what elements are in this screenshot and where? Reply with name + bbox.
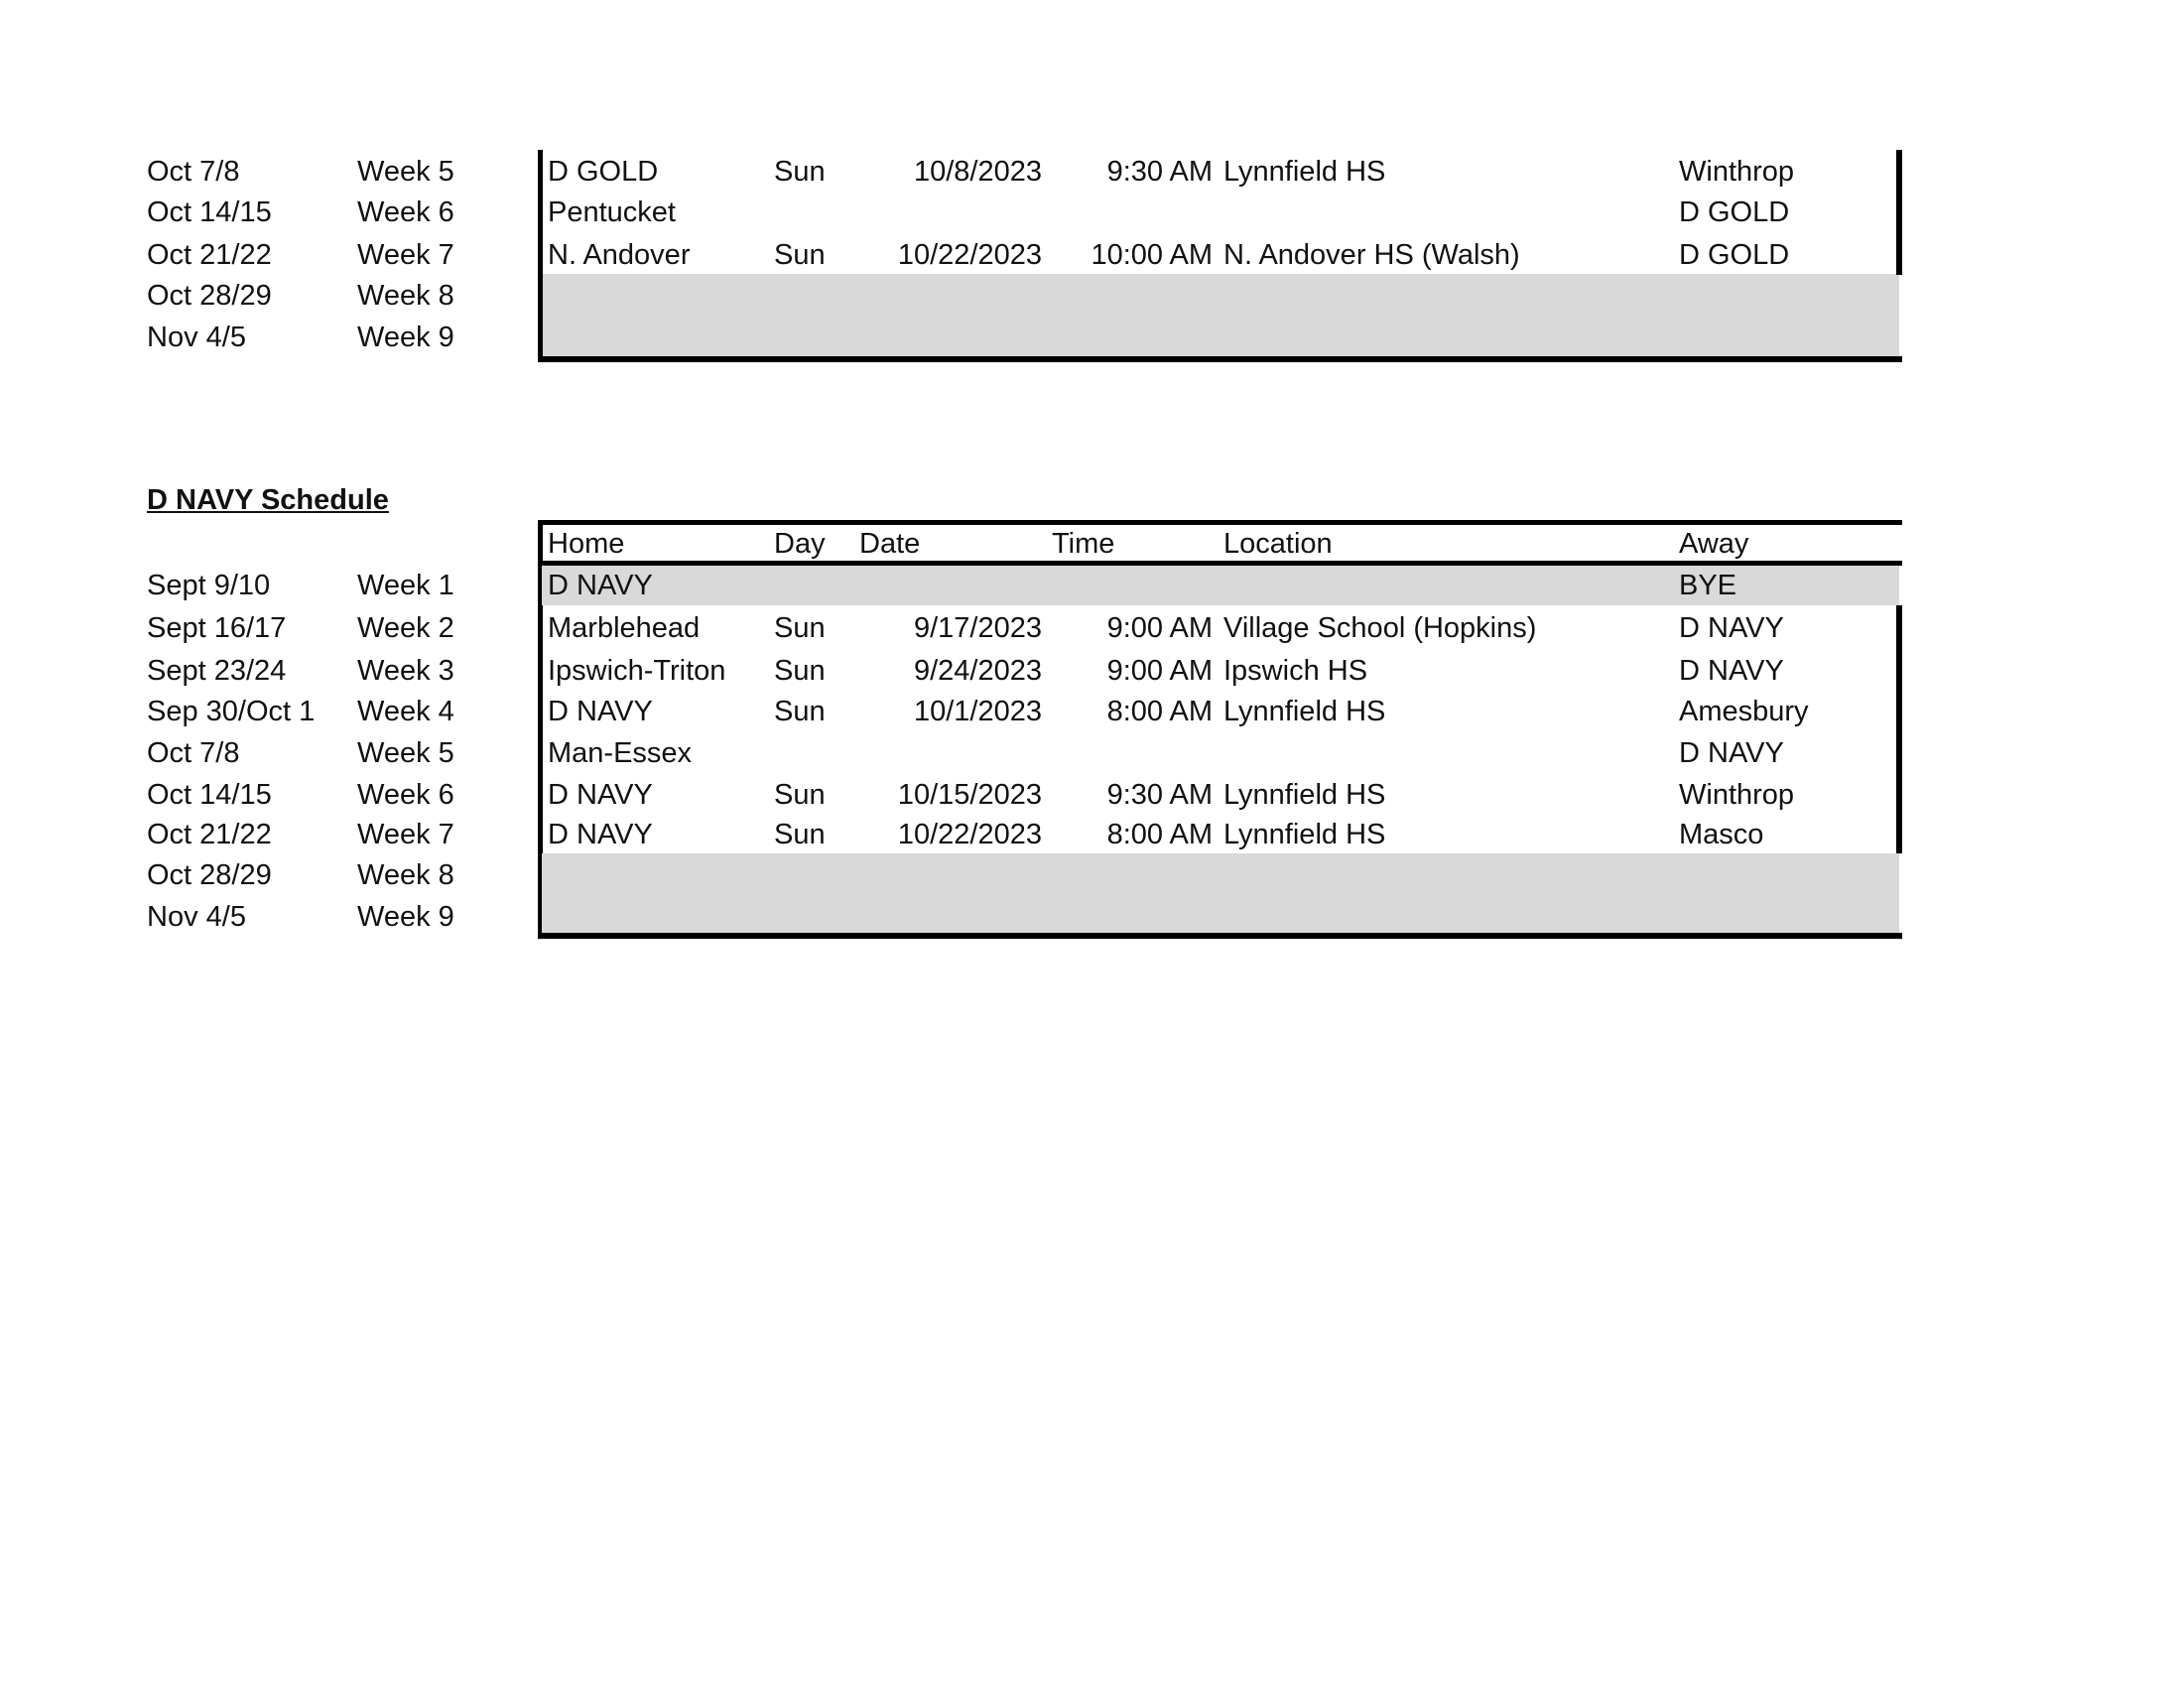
navy-border-bottom xyxy=(538,933,1902,939)
away-team: D NAVY xyxy=(1679,737,1784,769)
game-time: 10:00 AM xyxy=(1091,239,1213,271)
week-dates: Sept 16/17 xyxy=(147,612,287,644)
game-day: Sun xyxy=(774,239,826,271)
navy-border-right xyxy=(1896,605,1902,853)
game-location: Lynnfield HS xyxy=(1223,696,1386,727)
column-header-day: Day xyxy=(774,528,826,560)
away-team: D GOLD xyxy=(1679,239,1790,271)
navy-schedule-title: D NAVY Schedule xyxy=(147,484,389,516)
game-date: 10/22/2023 xyxy=(897,819,1042,850)
away-team: D GOLD xyxy=(1679,196,1790,228)
week-dates: Oct 14/15 xyxy=(147,779,272,811)
game-date: 9/24/2023 xyxy=(913,655,1042,687)
week-number: Week 7 xyxy=(357,239,454,271)
week-number: Week 9 xyxy=(357,901,454,933)
column-header-location: Location xyxy=(1223,528,1333,560)
table-border-right xyxy=(1896,150,1902,275)
game-day: Sun xyxy=(774,612,826,644)
week-number: Week 1 xyxy=(357,570,454,601)
home-team: N. Andover xyxy=(548,239,691,271)
week-dates: Nov 4/5 xyxy=(147,322,246,353)
home-team: D NAVY xyxy=(548,696,653,727)
week-number: Week 5 xyxy=(357,156,454,188)
away-team: Winthrop xyxy=(1679,779,1795,811)
game-time: 9:00 AM xyxy=(1106,612,1213,644)
game-location: Ipswich HS xyxy=(1223,655,1368,687)
home-team: D NAVY xyxy=(548,779,653,811)
week-dates: Sep 30/Oct 1 xyxy=(147,696,316,727)
week-number: Week 9 xyxy=(357,322,454,353)
game-day: Sun xyxy=(774,696,826,727)
week-number: Week 6 xyxy=(357,779,454,811)
away-team: D NAVY xyxy=(1679,655,1784,687)
week-number: Week 5 xyxy=(357,737,454,769)
game-date: 10/1/2023 xyxy=(913,696,1042,727)
home-team: D NAVY xyxy=(548,570,653,601)
away-team: Winthrop xyxy=(1679,156,1795,188)
home-team: Ipswich-Triton xyxy=(548,655,726,687)
week-dates: Oct 7/8 xyxy=(147,737,240,769)
week-dates: Nov 4/5 xyxy=(147,901,246,933)
table-border-left xyxy=(538,150,543,361)
game-date: 10/8/2023 xyxy=(913,156,1042,188)
game-date: 10/22/2023 xyxy=(897,239,1042,271)
week-number: Week 4 xyxy=(357,696,454,727)
week-number: Week 6 xyxy=(357,196,454,228)
home-team: Pentucket xyxy=(548,196,676,228)
column-header-home: Home xyxy=(548,528,625,560)
game-location: Lynnfield HS xyxy=(1223,819,1386,850)
week-number: Week 3 xyxy=(357,655,454,687)
week-dates: Sept 23/24 xyxy=(147,655,287,687)
home-team: Marblehead xyxy=(548,612,701,644)
week-dates: Oct 28/29 xyxy=(147,859,272,891)
game-location: N. Andover HS (Walsh) xyxy=(1223,239,1520,271)
column-header-away: Away xyxy=(1679,528,1749,560)
game-time: 9:30 AM xyxy=(1106,156,1213,188)
week-number: Week 7 xyxy=(357,819,454,850)
game-time: 8:00 AM xyxy=(1106,819,1213,850)
game-location: Lynnfield HS xyxy=(1223,779,1386,811)
column-header-date: Date xyxy=(859,528,921,560)
week-dates: Oct 21/22 xyxy=(147,819,272,850)
game-date: 10/15/2023 xyxy=(897,779,1042,811)
away-team: Amesbury xyxy=(1679,696,1809,727)
home-team: Man-Essex xyxy=(548,737,693,769)
game-day: Sun xyxy=(774,779,826,811)
week-dates: Oct 21/22 xyxy=(147,239,272,271)
empty-rows-shading xyxy=(542,853,1899,933)
home-team: D NAVY xyxy=(548,819,653,850)
game-date: 9/17/2023 xyxy=(913,612,1042,644)
home-team: D GOLD xyxy=(548,156,659,188)
game-location: Village School (Hopkins) xyxy=(1223,612,1537,644)
table-border-bottom xyxy=(538,356,1902,362)
week-dates: Sept 9/10 xyxy=(147,570,271,601)
away-team: BYE xyxy=(1679,570,1737,601)
game-day: Sun xyxy=(774,819,826,850)
empty-rows-shading xyxy=(542,274,1899,356)
week-number: Week 8 xyxy=(357,859,454,891)
away-team: Masco xyxy=(1679,819,1764,850)
game-location: Lynnfield HS xyxy=(1223,156,1386,188)
game-day: Sun xyxy=(774,655,826,687)
game-time: 9:00 AM xyxy=(1106,655,1213,687)
away-team: D NAVY xyxy=(1679,612,1784,644)
week-number: Week 2 xyxy=(357,612,454,644)
column-header-time: Time xyxy=(1052,528,1115,560)
week-dates: Oct 14/15 xyxy=(147,196,272,228)
week-dates: Oct 7/8 xyxy=(147,156,240,188)
game-day: Sun xyxy=(774,156,826,188)
game-time: 9:30 AM xyxy=(1106,779,1213,811)
week-number: Week 8 xyxy=(357,280,454,312)
week-dates: Oct 28/29 xyxy=(147,280,272,312)
game-time: 8:00 AM xyxy=(1106,696,1213,727)
